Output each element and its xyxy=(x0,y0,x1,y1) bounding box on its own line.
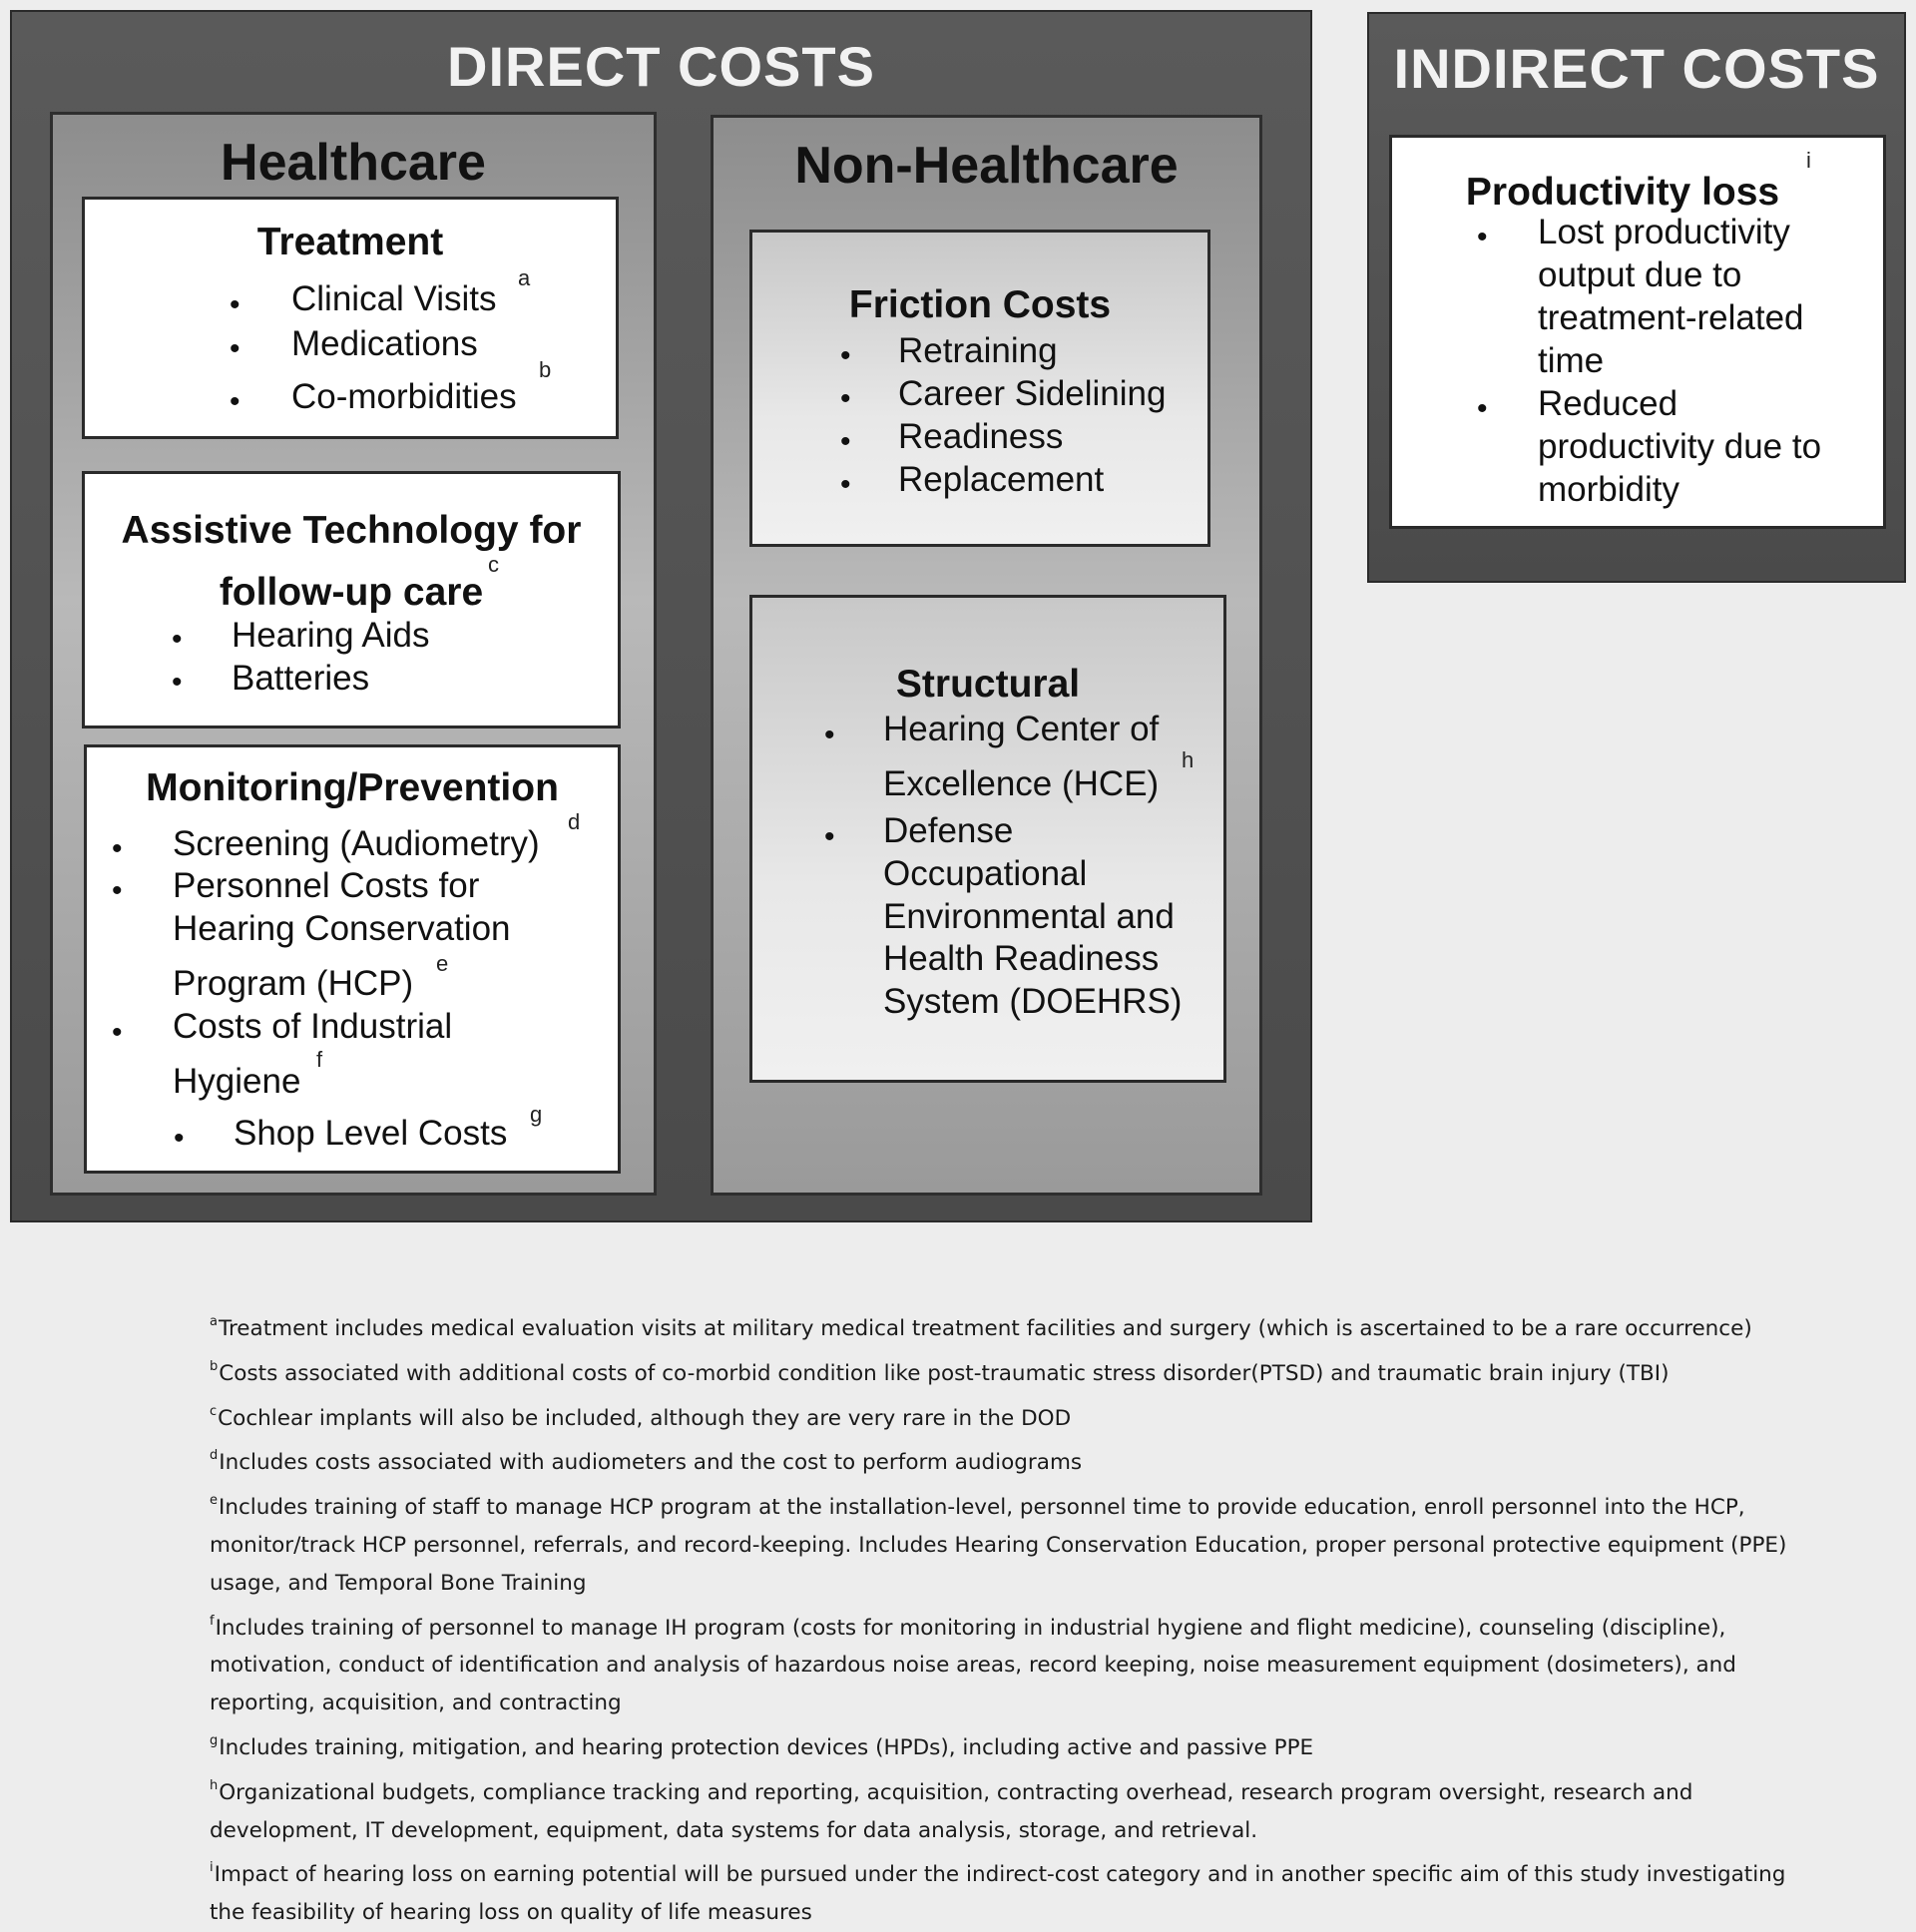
friction-item-replacement: Replacement xyxy=(898,460,1105,499)
bullet: • xyxy=(824,719,835,751)
bullet: • xyxy=(230,385,240,418)
structural-item-doehrs-line5: System (DOEHRS) xyxy=(883,982,1183,1021)
productivity-item-reduced-line1: Reduced xyxy=(1538,384,1678,423)
footnote-marker-g: g xyxy=(530,1102,543,1127)
friction-costs-title: Friction Costs xyxy=(848,283,1112,326)
structural-item-doehrs-line1: Defense xyxy=(883,811,1014,850)
friction-item-retraining: Retraining xyxy=(898,331,1058,370)
monitoring-item-shop-level: Shop Level Costs xyxy=(234,1114,508,1153)
footnote-marker-c: c xyxy=(488,552,499,577)
treatment-card xyxy=(82,197,619,439)
bullet: • xyxy=(824,820,835,853)
productivity-item-lost-line4: time xyxy=(1538,341,1605,380)
structural-title: Structural xyxy=(895,663,1081,706)
friction-item-career-sidelining: Career Sidelining xyxy=(898,374,1167,413)
healthcare-title: Healthcare xyxy=(221,134,486,192)
structural-card xyxy=(749,595,1226,1083)
bullet: • xyxy=(840,382,851,415)
bullet: • xyxy=(174,1122,185,1155)
bullet: • xyxy=(1477,392,1488,425)
footnote-b: $^b$Costs associated with additional costs of co-morbid condition like post-traumatic stress disorder(PTSD) and traumatic brain injury (TBI) xyxy=(210,1358,1670,1386)
productivity-item-lost-line1: Lost productivity xyxy=(1538,213,1790,251)
productivity-item-lost-line2: output due to xyxy=(1538,255,1742,294)
friction-costs-card xyxy=(749,230,1210,547)
assistive-technology-title-line1: Assistive Technology for xyxy=(121,509,582,552)
structural-item-hce-line1: Hearing Center of xyxy=(883,710,1160,748)
direct-costs-title: DIRECT COSTS xyxy=(447,35,875,98)
bullet: • xyxy=(172,623,183,656)
structural-item-doehrs-line3: Environmental and xyxy=(883,897,1175,936)
footnote-f: $^f$Includes training of personnel to manage IH program (costs for monitoring in industrial hygiene and flight medicine), counseling (discipline), motivation, conduct of identification and analysis of hazardous noise areas, record keeping, noise measurement equipment (dosimeters), and reporting, acquisition, and contracting xyxy=(210,1613,1736,1716)
footnote-marker-i: i xyxy=(1806,148,1811,173)
footnote-marker-e: e xyxy=(436,951,449,976)
structural-item-doehrs-line4: Health Readiness xyxy=(883,939,1160,978)
treatment-title: Treatment xyxy=(256,221,444,263)
monitoring-item-personnel-line3: Program (HCP) xyxy=(173,964,414,1003)
footnote-a: $^a$Treatment includes medical evaluation visits at military medical treatment facilities and surgery (which is ascertained to be a rare occurrence) xyxy=(210,1314,1752,1341)
footnotes xyxy=(210,1303,1826,1932)
non-healthcare-title: Non-Healthcare xyxy=(794,137,1179,195)
structural-item-doehrs-line2: Occupational xyxy=(883,854,1088,893)
bullet: • xyxy=(230,288,240,321)
productivity-item-reduced-line2: productivity due to xyxy=(1538,427,1822,466)
footnote-marker-h: h xyxy=(1182,747,1195,772)
productivity-loss-title: Productivity loss xyxy=(1465,171,1780,214)
bullet: • xyxy=(1477,221,1488,253)
monitoring-item-screening: Screening (Audiometry) xyxy=(173,824,540,863)
monitoring-item-personnel-line2: Hearing Conservation xyxy=(173,909,511,948)
monitoring-item-industrial-line1: Costs of Industrial xyxy=(173,1007,453,1046)
bullet: • xyxy=(112,1016,123,1049)
productivity-item-lost-line3: treatment-related xyxy=(1538,298,1804,337)
monitoring-prevention-card xyxy=(84,744,621,1174)
structural-item-hce-line2: Excellence (HCE) xyxy=(883,764,1160,803)
monitoring-item-industrial-line2: Hygiene xyxy=(173,1062,301,1101)
productivity-loss-card xyxy=(1389,135,1886,529)
footnote-marker-a: a xyxy=(518,265,531,290)
assistive-technology-title-line2: follow-up care xyxy=(219,571,484,614)
bullet: • xyxy=(840,468,851,501)
monitoring-prevention-title: Monitoring/Prevention xyxy=(146,766,559,809)
treatment-item-clinical-visits: Clinical Visits xyxy=(291,279,497,318)
footnote-c: $^c$Cochlear implants will also be included, although they are very rare in the DOD xyxy=(210,1403,1072,1431)
footnote-g: $^g$Includes training, mitigation, and hearing protection devices (HPDs), including active and passive PPE xyxy=(210,1732,1314,1760)
footnote-marker-d: d xyxy=(568,809,581,834)
treatment-item-co-morbidities: Co-morbidities xyxy=(291,377,517,416)
assistive-technology-card xyxy=(82,471,621,728)
bullet: • xyxy=(112,874,123,907)
footnote-marker-b: b xyxy=(539,357,552,382)
assistive-item-hearing-aids: Hearing Aids xyxy=(232,616,430,655)
footnote-h: $^h$Organizational budgets, compliance tracking and reporting, acquisition, contracting overhead, research program oversight, research and development, IT development, equipment, data systems for data analysis, storage, and retrieval. xyxy=(210,1777,1693,1843)
bullet: • xyxy=(172,666,183,699)
footnote-e: $^e$Includes training of staff to manage HCP program at the installation-level, personnel time to provide education, enroll personnel into the HCP, monitor/track HCP personnel, referrals, and record-keeping. Includes Hearing Conservation Education, proper personal protective equipment (PPE) usage, and Temporal Bone Training xyxy=(210,1493,1787,1596)
treatment-item-medications: Medications xyxy=(291,324,478,363)
indirect-costs-title: INDIRECT COSTS xyxy=(1393,37,1880,100)
productivity-item-reduced-line3: morbidity xyxy=(1538,470,1679,509)
bullet: • xyxy=(840,425,851,458)
monitoring-item-personnel-line1: Personnel Costs for xyxy=(173,866,480,905)
bullet: • xyxy=(230,332,240,365)
friction-item-readiness: Readiness xyxy=(898,417,1064,456)
bullet: • xyxy=(112,832,123,865)
bullet: • xyxy=(840,339,851,372)
footnote-marker-f: f xyxy=(316,1047,323,1072)
footnote-i: $^i$Impact of hearing loss on earning potential will be pursued under the indirect-cost category and in another specific aim of this study investigating the feasibility of hearing loss on quality of life measures xyxy=(210,1860,1786,1926)
footnote-d: $^d$Includes costs associated with audiometers and the cost to perform audiograms xyxy=(210,1448,1083,1476)
assistive-item-batteries: Batteries xyxy=(232,659,370,698)
